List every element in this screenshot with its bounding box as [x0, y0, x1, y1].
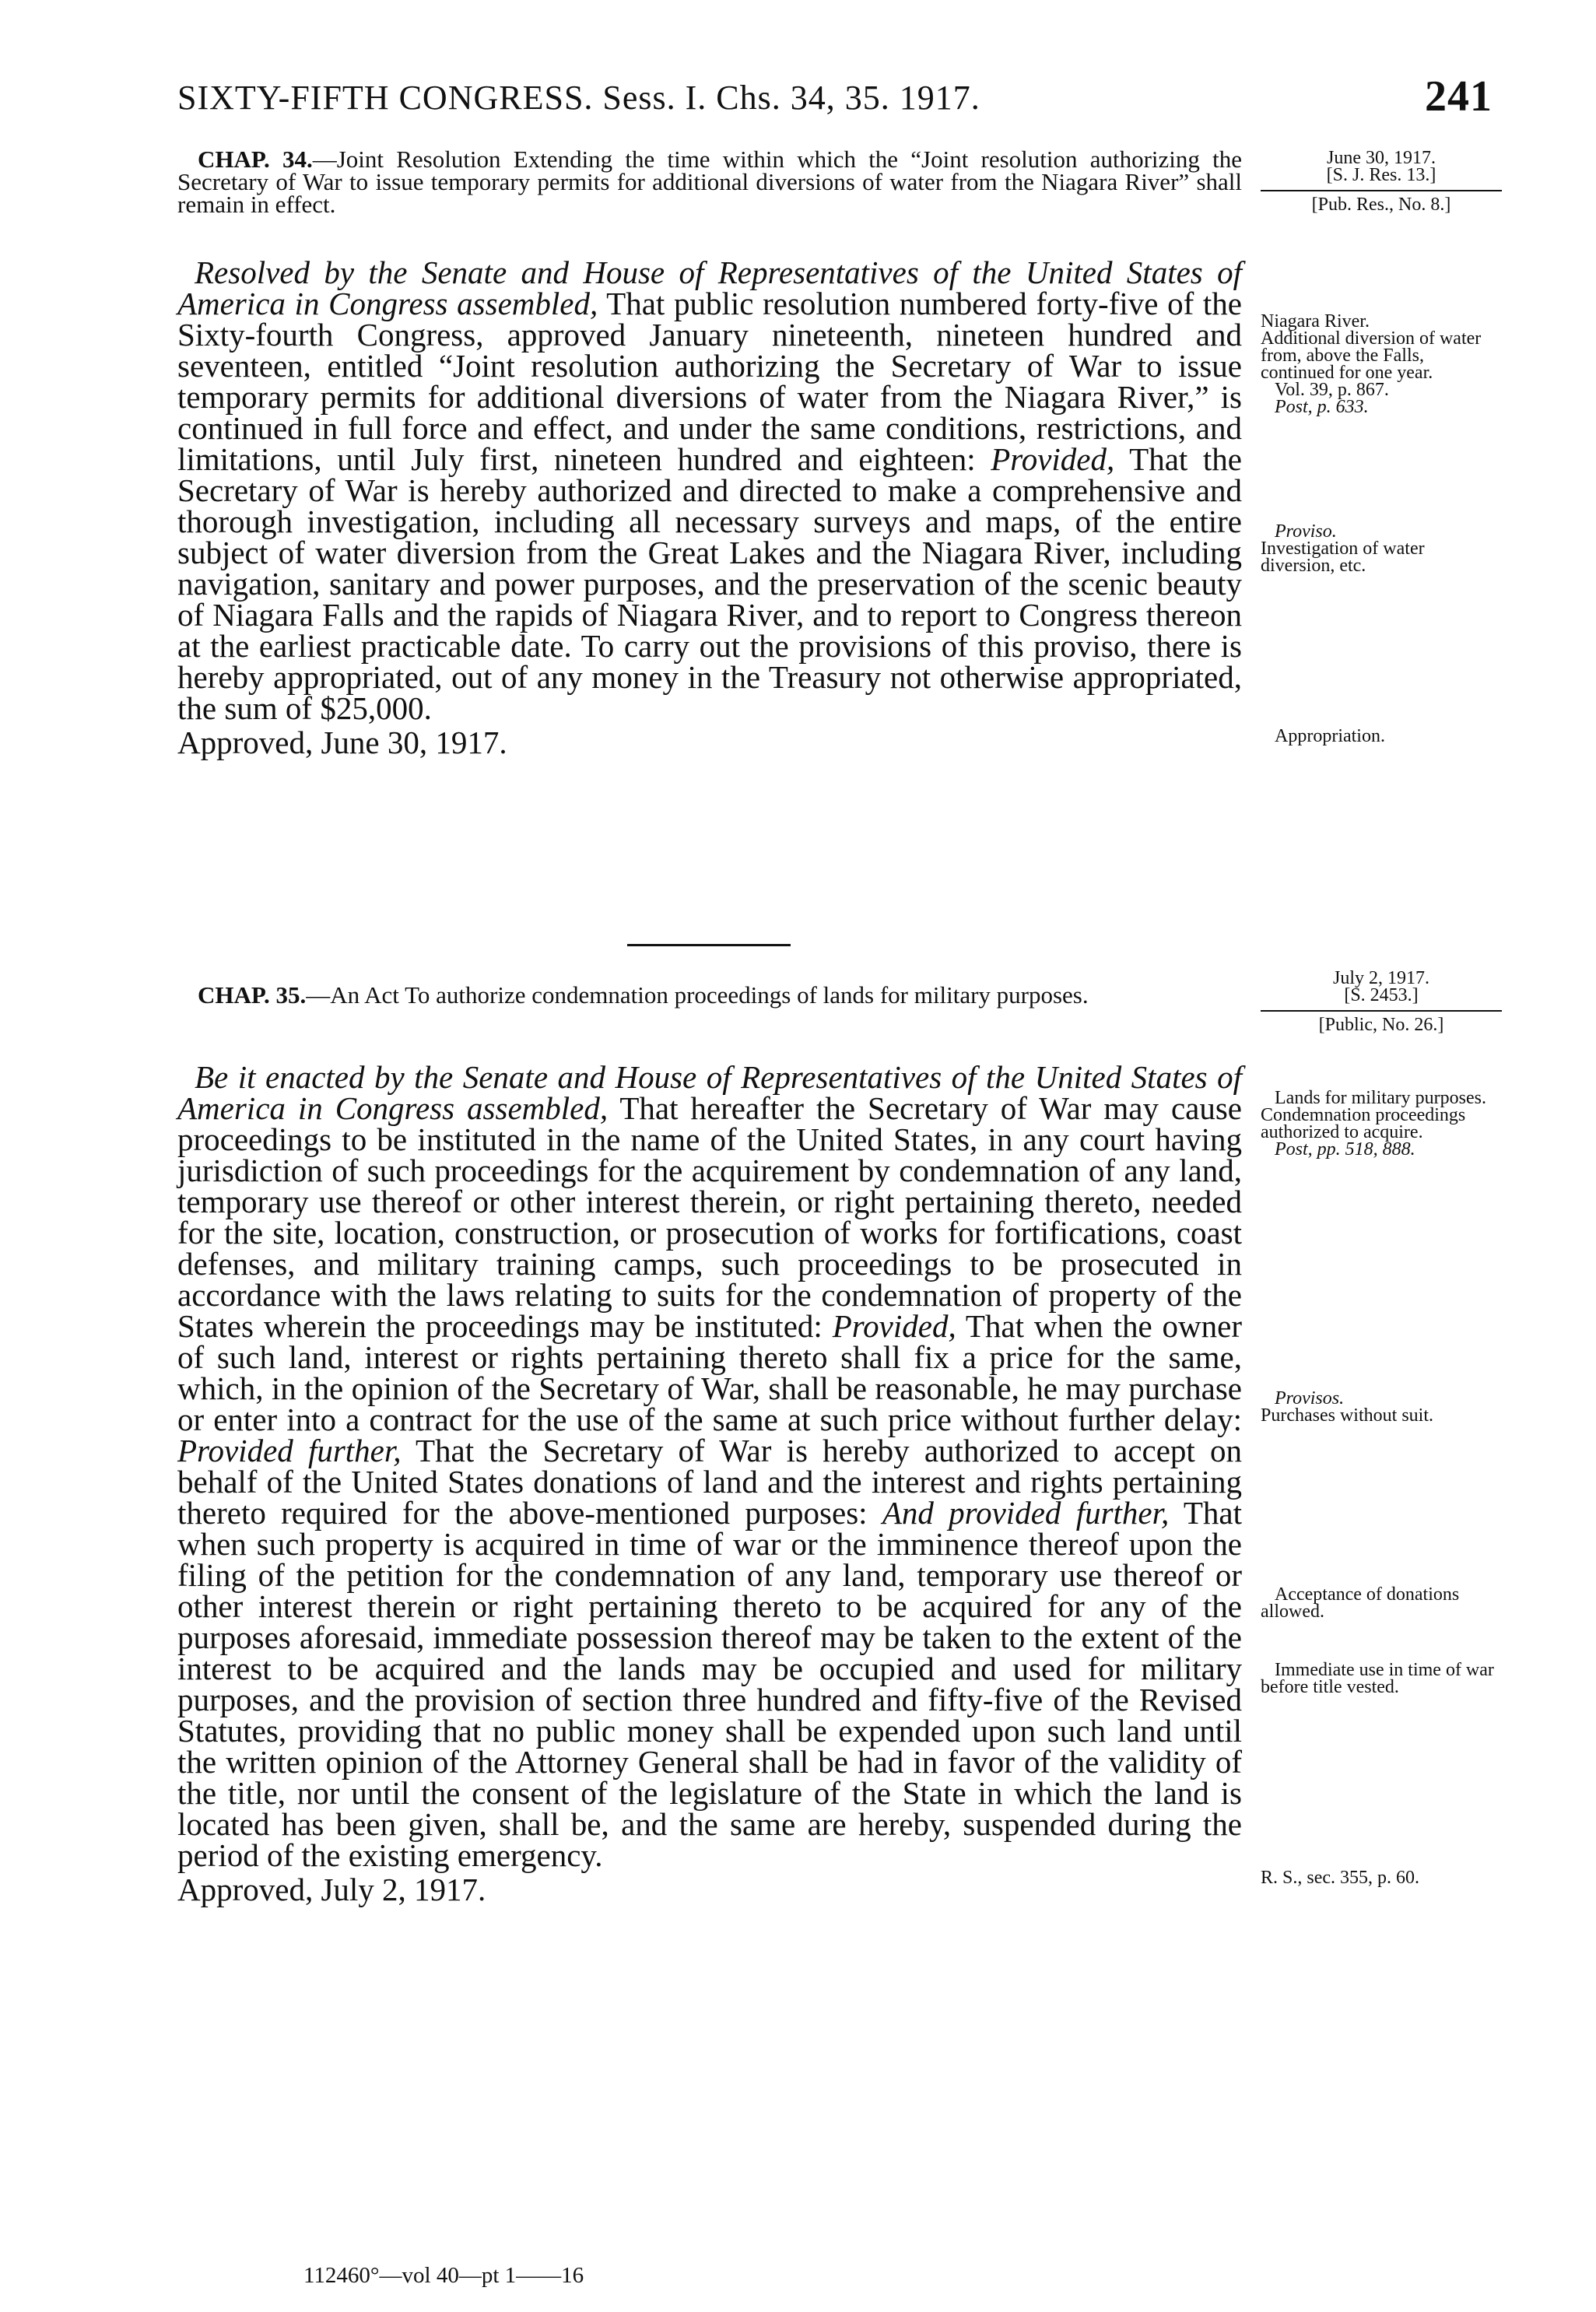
- chap35-heading: [177, 981, 1242, 1009]
- chap34-approved: Approved, June 30, 1917.: [177, 724, 507, 760]
- chap34-title: —Joint Resolution Extending the time within which the “Joint resolution authorizing the Secretary of War to issue temporary permits for additional diversions of water from the Niagara River” shall remain in effect.: [177, 146, 1242, 218]
- note-provisos-text: Purchases without suit.: [1261, 1405, 1433, 1426]
- chap34-margin-note-2: [1261, 523, 1502, 574]
- chap35-margin-note-3: [1261, 1586, 1502, 1620]
- chap34-label: CHAP. 34.: [198, 146, 313, 173]
- chap34-enacting-clause: Resolved by the Senate and House of Representatives of the United States of America in Congress assembled,: [177, 254, 1242, 321]
- printer-signature: 112460°—vol 40—pt 1——16: [303, 2263, 584, 2288]
- note-proviso-title: Proviso.: [1275, 521, 1337, 542]
- note-niagara-ref-post: Post, p. 633.: [1275, 397, 1369, 417]
- note-niagara-ref-vol: Vol. 39, p. 867.: [1275, 380, 1389, 400]
- chap35-proviso-2: Provided further,: [177, 1433, 402, 1468]
- note-lands-text: Condemnation proceedings authorized to acquire.: [1261, 1105, 1466, 1142]
- chapter-divider: [627, 944, 791, 946]
- chap34-bill: [S. J. Res. 13.]: [1326, 165, 1436, 185]
- margin-rule: [1261, 1010, 1502, 1012]
- note-proviso-text: Investigation of water diversion, etc.: [1261, 539, 1425, 576]
- chap35-pub: [Public, No. 26.]: [1318, 1015, 1444, 1035]
- chap35-margin-note-1: [1261, 1089, 1502, 1158]
- chap34-pub: [Pub. Res., No. 8.]: [1311, 195, 1451, 215]
- chap35-margin-note-4: [1261, 1661, 1502, 1696]
- running-head-title: SIXTY-FIFTH CONGRESS. Sess. I. Chs. 34, 35. 1917.: [177, 79, 980, 117]
- chap35-margin-note-5: [1261, 1869, 1502, 1886]
- chap35-approved: Approved, July 2, 1917.: [177, 1872, 486, 1907]
- chap34-margin-note-3: [1261, 728, 1502, 745]
- chap35-margin-note-2: [1261, 1390, 1502, 1424]
- running-head: [177, 72, 1493, 126]
- margin-rule: [1261, 190, 1502, 191]
- chap35-text-3: That the Secretary of War is hereby authorized to accept on behalf of the United States donations of land and the interest and rights pertaining thereto required for the above-mentioned purposes:: [177, 1433, 1242, 1531]
- chap34-proviso: Provided,: [991, 441, 1115, 477]
- note-provisos-title: Provisos.: [1275, 1388, 1345, 1409]
- chap34-date: June 30, 1917.: [1327, 148, 1436, 168]
- note-lands-title: Lands for military purposes.: [1275, 1088, 1486, 1108]
- chap34-margin-note-1: [1261, 313, 1502, 416]
- note-lands-ref: Post, pp. 518, 888.: [1275, 1139, 1415, 1160]
- chap35-title: —An Act To authorize condemnation proceedings of lands for military purposes.: [306, 981, 1089, 1009]
- chap34-body: [177, 254, 1243, 760]
- chap35-text-4: That when such property is acquired in time of war or the imminence thereof upon the filing of the petition for the condemnation of any land, temporary use thereof or other interest therein or right pertaining thereto to be acquired for any of the purposes aforesaid, immediate possession thereof may be taken to the extent of the interest to be acquired and the lands may be occupied and used for military purposes, and the provision of section three hundred and fifty-five of the Revised Statutes, providing that no public money shall be expended upon such land until the written opinion of the Attorney General shall be had in favor of the validity of the title, nor until the consent of the legislature of the State in which the land is located has been given, shall be, and the same are hereby, suspended during the period of the existing emergency.: [177, 1495, 1242, 1873]
- chap34-margin-header: [1261, 149, 1502, 213]
- chap35-body: [177, 1061, 1242, 1905]
- note-revised-statutes: R. S., sec. 355, p. 60.: [1261, 1868, 1419, 1888]
- chap35-margin-header: [1261, 970, 1502, 1033]
- chap35-date: July 2, 1917.: [1332, 968, 1429, 988]
- chap35-enacting-clause: Be it enacted by the Senate and House of Representatives of the United States of America in Congress assembled,: [177, 1059, 1242, 1126]
- note-niagara-title: Niagara River.: [1261, 311, 1370, 332]
- page-number: 241: [1425, 72, 1493, 121]
- note-appropriation: Appropriation.: [1275, 726, 1385, 746]
- chap35-label: CHAP. 35.: [198, 981, 307, 1009]
- chap35-proviso-3: And provided further,: [882, 1495, 1170, 1531]
- note-acceptance: Acceptance of donations allowed.: [1261, 1584, 1460, 1622]
- chap35-text-2: That when the owner of such land, interest or rights pertaining thereto shall fix a price for the same, which, in the opinion of the Secretary of War, shall be reasonable, he may purchase or enter into a contract for the use of the same at such price without further delay:: [177, 1308, 1243, 1437]
- chap34-text-1: That public resolution numbered forty-five of the Sixty-fourth Congress, approved January nineteenth, nineteen hundred and seventeen, entitled “Joint resolution authorizing the Secretary of War to issue temporary permits for additional diversions of water from the Niagara River,” is continued in full force and effect, and under the same conditions, restrictions, and limitations, until July first, nineteen hundred and eighteen:: [177, 286, 1242, 477]
- chap34-text-2: That the Secretary of War is hereby authorized and directed to make a comprehensive and thorough investigation, including all necessary surveys and maps, of the entire subject of water diversion from the Great Lakes and the Niagara River, including navigation, sanitary and power purposes, and the preservation of the scenic beauty of Niagara Falls and the rapids of Niagara River, and to report to Congress thereon at the earliest practicable date. To carry out the provisions of this proviso, there is hereby appropriated, out of any money in the Treasury not otherwise appropriated, the sum of $25,000.: [177, 441, 1243, 726]
- chap35-bill: [S. 2453.]: [1344, 985, 1419, 1005]
- chap35-text-1: That hereafter the Secretary of War may cause proceedings to be instituted in the name of the United States, in any court having jurisdiction of such proceedings for the acquirement by condemnation of any land, temporary use thereof or other interest therein, or right pertaining thereto, needed for the site, location, construction, or prosecution of works for fortifications, coast defenses, and military training camps, such proceedings to be prosecuted in accordance with the laws relating to suits for the condemnation of property of the States wherein the proceedings may be instituted:: [177, 1090, 1242, 1344]
- chap34-heading: [177, 148, 1242, 216]
- note-niagara-text: Additional diversion of water from, above the Falls, continued for one year.: [1261, 328, 1482, 383]
- note-immediate-use: Immediate use in time of war before title vested.: [1261, 1660, 1494, 1697]
- chap35-proviso-1: Provided,: [832, 1308, 956, 1344]
